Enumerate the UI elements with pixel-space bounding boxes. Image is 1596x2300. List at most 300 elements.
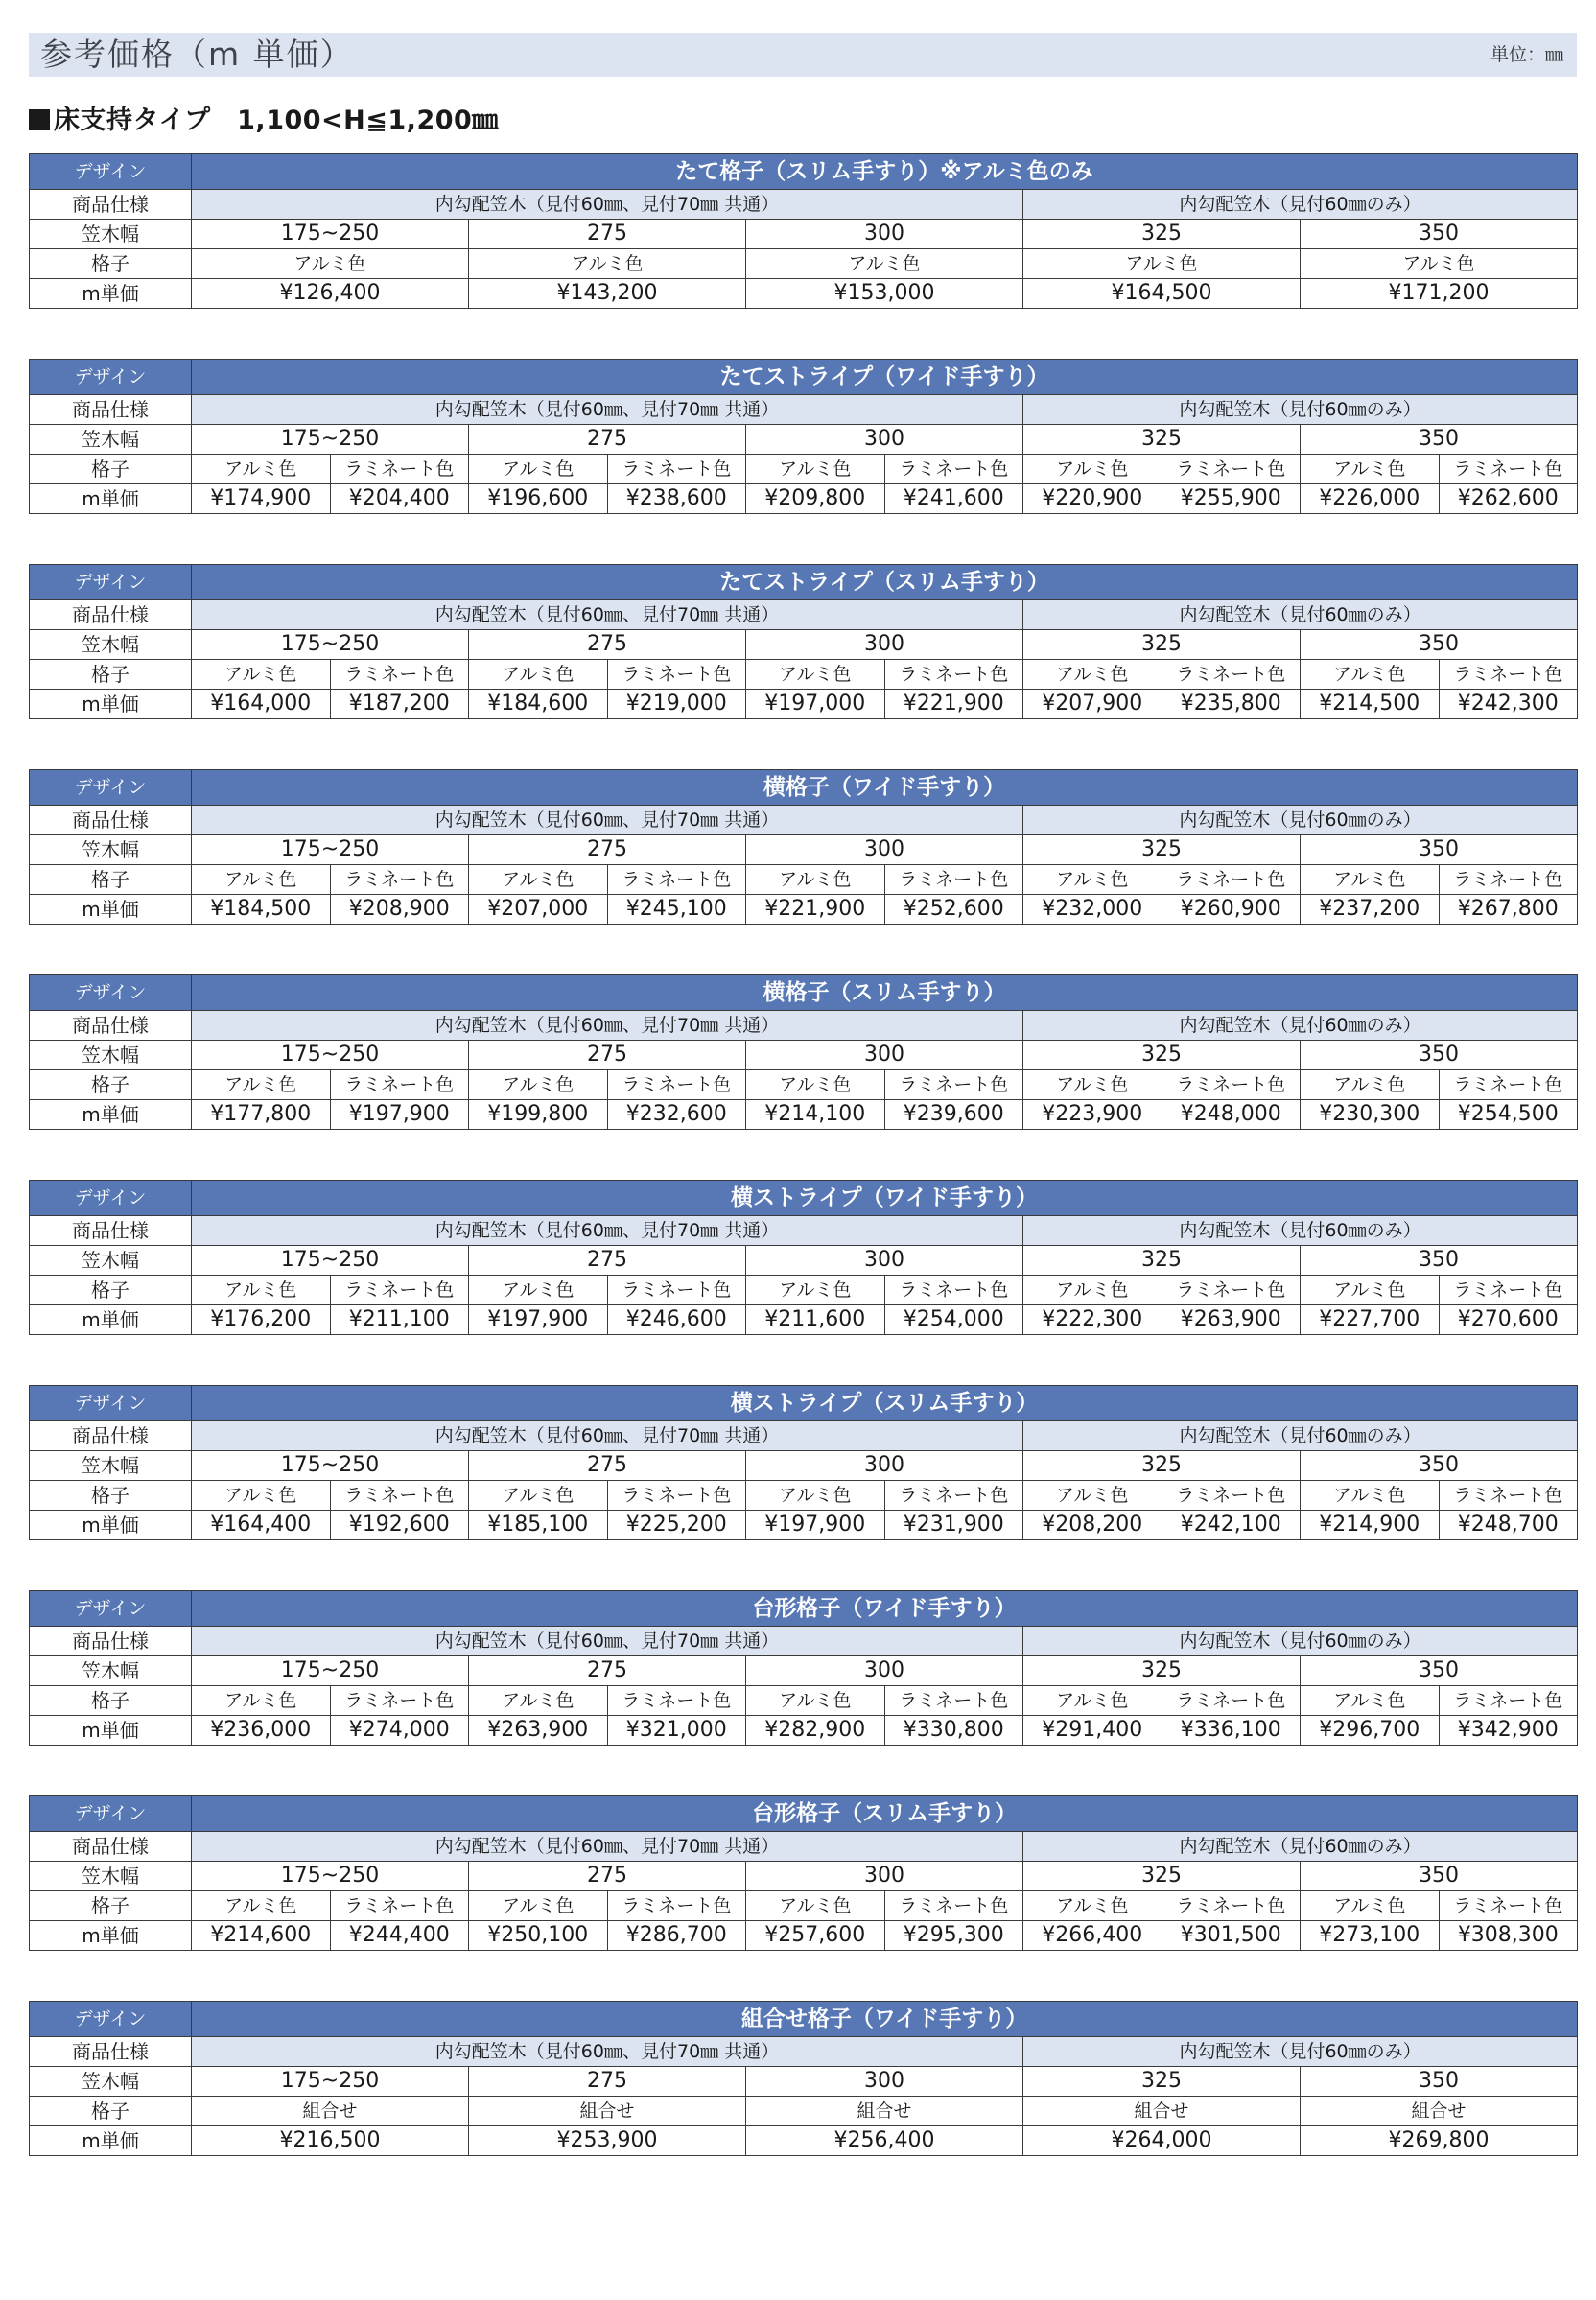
- price-cell: ¥208,200: [1023, 1511, 1162, 1540]
- color-cell: アルミ色: [746, 660, 885, 690]
- color-cell: アルミ色: [1301, 1276, 1440, 1305]
- width-cell: 175~250: [192, 425, 469, 455]
- price-tables: [29, 153, 1577, 2206]
- section-title: [29, 99, 499, 136]
- width-cell: 325: [1023, 835, 1301, 865]
- price-cell: ¥211,600: [746, 1305, 885, 1335]
- price-table: [29, 2001, 1578, 2156]
- price-cell: ¥255,900: [1162, 484, 1301, 514]
- price-label: m単価: [30, 2126, 192, 2156]
- color-cell: ラミネート色: [884, 1070, 1023, 1100]
- color-cell: ラミネート色: [330, 1276, 469, 1305]
- spec-cell: 内勾配笠木（見付60㎜、見付70㎜ 共通）: [192, 1011, 1023, 1041]
- width-cell: 175~250: [192, 1246, 469, 1276]
- price-cell: ¥216,500: [192, 2126, 469, 2156]
- design-label: デザイン: [30, 975, 192, 1011]
- color-cell: ラミネート色: [1162, 660, 1301, 690]
- color-cell: ラミネート色: [607, 1070, 746, 1100]
- price-cell: ¥126,400: [192, 279, 469, 309]
- spec-cell: 内勾配笠木（見付60㎜のみ）: [1023, 1011, 1578, 1041]
- color-cell: アルミ色: [192, 660, 331, 690]
- lattice-label: 格子: [30, 865, 192, 895]
- spec-cell: 内勾配笠木（見付60㎜のみ）: [1023, 190, 1578, 220]
- width-row: [30, 630, 1578, 660]
- spec-label: 商品仕様: [30, 600, 192, 630]
- price-cell: ¥197,000: [746, 690, 885, 719]
- lattice-row: [30, 455, 1578, 484]
- price-label: m単価: [30, 1305, 192, 1335]
- width-cell: 325: [1023, 1451, 1301, 1481]
- lattice-label: 格子: [30, 455, 192, 484]
- price-cell: ¥153,000: [746, 279, 1023, 309]
- width-cell: 275: [469, 220, 746, 249]
- price-cell: ¥237,200: [1301, 895, 1440, 925]
- price-cell: ¥248,700: [1439, 1511, 1578, 1540]
- price-cell: ¥308,300: [1439, 1921, 1578, 1951]
- color-cell: アルミ色: [1023, 455, 1162, 484]
- spec-cell: 内勾配笠木（見付60㎜のみ）: [1023, 395, 1578, 425]
- width-label: 笠木幅: [30, 1451, 192, 1481]
- color-cell: ラミネート色: [330, 1891, 469, 1921]
- width-label: 笠木幅: [30, 1041, 192, 1070]
- color-cell: アルミ色: [192, 1891, 331, 1921]
- color-cell: アルミ色: [469, 1070, 608, 1100]
- width-cell: 275: [469, 1451, 746, 1481]
- spec-cell: 内勾配笠木（見付60㎜のみ）: [1023, 1627, 1578, 1656]
- design-label: デザイン: [30, 2002, 192, 2037]
- color-cell: アルミ色: [1301, 1891, 1440, 1921]
- color-cell: アルミ色: [1301, 249, 1578, 279]
- width-label: 笠木幅: [30, 630, 192, 660]
- width-cell: 300: [746, 2067, 1023, 2097]
- design-row: [30, 360, 1578, 395]
- spec-row: [30, 806, 1578, 835]
- spec-cell: 内勾配笠木（見付60㎜のみ）: [1023, 806, 1578, 835]
- color-cell: ラミネート色: [1162, 1686, 1301, 1716]
- color-cell: アルミ色: [192, 865, 331, 895]
- width-label: 笠木幅: [30, 425, 192, 455]
- price-cell: ¥254,000: [884, 1305, 1023, 1335]
- price-cell: ¥254,500: [1439, 1100, 1578, 1130]
- spec-row: [30, 600, 1578, 630]
- color-cell: ラミネート色: [330, 1481, 469, 1511]
- design-row: [30, 770, 1578, 806]
- price-cell: ¥207,900: [1023, 690, 1162, 719]
- color-cell: アルミ色: [746, 1276, 885, 1305]
- price-cell: ¥197,900: [746, 1511, 885, 1540]
- price-cell: ¥221,900: [746, 895, 885, 925]
- color-cell: アルミ色: [192, 1481, 331, 1511]
- price-cell: ¥164,000: [192, 690, 331, 719]
- price-cell: ¥239,600: [884, 1100, 1023, 1130]
- spec-cell: 内勾配笠木（見付60㎜、見付70㎜ 共通）: [192, 190, 1023, 220]
- spec-cell: 内勾配笠木（見付60㎜、見付70㎜ 共通）: [192, 395, 1023, 425]
- price-cell: ¥219,000: [607, 690, 746, 719]
- lattice-row: [30, 660, 1578, 690]
- width-cell: 300: [746, 630, 1023, 660]
- lattice-row: [30, 1070, 1578, 1100]
- design-name: 台形格子（ワイド手すり）: [192, 1591, 1578, 1627]
- design-name: 横格子（ワイド手すり）: [192, 770, 1578, 806]
- price-cell: ¥274,000: [330, 1716, 469, 1746]
- color-cell: アルミ色: [746, 1891, 885, 1921]
- color-cell: ラミネート色: [607, 1276, 746, 1305]
- color-cell: アルミ色: [192, 455, 331, 484]
- spec-row: [30, 395, 1578, 425]
- price-row: [30, 1716, 1578, 1746]
- width-cell: 300: [746, 220, 1023, 249]
- price-cell: ¥164,400: [192, 1511, 331, 1540]
- price-label: m単価: [30, 1716, 192, 1746]
- price-row: [30, 2126, 1578, 2156]
- price-cell: ¥321,000: [607, 1716, 746, 1746]
- width-cell: 325: [1023, 2067, 1301, 2097]
- design-name: たてストライプ（スリム手すり）: [192, 565, 1578, 600]
- price-table: [29, 153, 1578, 309]
- color-cell: アルミ色: [1023, 249, 1301, 279]
- lattice-label: 格子: [30, 249, 192, 279]
- lattice-row: [30, 1686, 1578, 1716]
- design-row: [30, 1386, 1578, 1421]
- design-name: 横ストライプ（ワイド手すり）: [192, 1181, 1578, 1216]
- lattice-label: 格子: [30, 1686, 192, 1716]
- price-cell: ¥227,700: [1301, 1305, 1440, 1335]
- price-cell: ¥214,500: [1301, 690, 1440, 719]
- design-label: デザイン: [30, 1386, 192, 1421]
- width-cell: 300: [746, 1246, 1023, 1276]
- color-cell: ラミネート色: [330, 660, 469, 690]
- spec-row: [30, 2037, 1578, 2067]
- price-cell: ¥269,800: [1301, 2126, 1578, 2156]
- lattice-row: [30, 1481, 1578, 1511]
- spec-cell: 内勾配笠木（見付60㎜、見付70㎜ 共通）: [192, 1627, 1023, 1656]
- width-cell: 350: [1301, 425, 1578, 455]
- color-cell: アルミ色: [469, 1276, 608, 1305]
- price-cell: ¥226,000: [1301, 484, 1440, 514]
- price-table: [29, 974, 1578, 1130]
- price-cell: ¥177,800: [192, 1100, 331, 1130]
- width-cell: 275: [469, 425, 746, 455]
- spec-label: 商品仕様: [30, 395, 192, 425]
- price-cell: ¥262,600: [1439, 484, 1578, 514]
- width-cell: 350: [1301, 220, 1578, 249]
- width-cell: 350: [1301, 1041, 1578, 1070]
- design-row: [30, 2002, 1578, 2037]
- spec-row: [30, 1421, 1578, 1451]
- width-cell: 175~250: [192, 1862, 469, 1891]
- width-cell: 275: [469, 1656, 746, 1686]
- width-cell: 350: [1301, 1451, 1578, 1481]
- color-cell: アルミ色: [469, 865, 608, 895]
- price-cell: ¥301,500: [1162, 1921, 1301, 1951]
- color-cell: ラミネート色: [330, 1070, 469, 1100]
- design-label: デザイン: [30, 1796, 192, 1832]
- width-label: 笠木幅: [30, 1862, 192, 1891]
- color-cell: アルミ色: [192, 1276, 331, 1305]
- design-row: [30, 154, 1578, 190]
- width-label: 笠木幅: [30, 1246, 192, 1276]
- color-cell: ラミネート色: [330, 1686, 469, 1716]
- color-cell: ラミネート色: [1439, 660, 1578, 690]
- width-cell: 300: [746, 1656, 1023, 1686]
- color-cell: 組合せ: [1301, 2097, 1578, 2126]
- price-row: [30, 1921, 1578, 1951]
- width-cell: 175~250: [192, 220, 469, 249]
- design-label: デザイン: [30, 360, 192, 395]
- width-cell: 350: [1301, 630, 1578, 660]
- color-cell: ラミネート色: [607, 1686, 746, 1716]
- color-cell: アルミ色: [746, 1070, 885, 1100]
- lattice-label: 格子: [30, 2097, 192, 2126]
- price-cell: ¥221,900: [884, 690, 1023, 719]
- width-label: 笠木幅: [30, 1656, 192, 1686]
- price-cell: ¥235,800: [1162, 690, 1301, 719]
- color-cell: アルミ色: [469, 455, 608, 484]
- price-label: m単価: [30, 895, 192, 925]
- width-cell: 175~250: [192, 1451, 469, 1481]
- price-label: m単価: [30, 1511, 192, 1540]
- color-cell: アルミ色: [469, 660, 608, 690]
- price-cell: ¥266,400: [1023, 1921, 1162, 1951]
- price-cell: ¥174,900: [192, 484, 331, 514]
- price-cell: ¥245,100: [607, 895, 746, 925]
- color-cell: アルミ色: [1023, 1070, 1162, 1100]
- width-label: 笠木幅: [30, 220, 192, 249]
- color-cell: ラミネート色: [884, 865, 1023, 895]
- price-cell: ¥196,600: [469, 484, 608, 514]
- price-table: [29, 769, 1578, 925]
- spec-label: 商品仕様: [30, 190, 192, 220]
- price-cell: ¥244,400: [330, 1921, 469, 1951]
- width-row: [30, 1862, 1578, 1891]
- price-cell: ¥208,900: [330, 895, 469, 925]
- color-cell: ラミネート色: [884, 1276, 1023, 1305]
- color-cell: アルミ色: [192, 249, 469, 279]
- price-cell: ¥197,900: [469, 1305, 608, 1335]
- color-cell: アルミ色: [746, 1481, 885, 1511]
- color-cell: ラミネート色: [330, 865, 469, 895]
- price-cell: ¥214,900: [1301, 1511, 1440, 1540]
- width-cell: 350: [1301, 2067, 1578, 2097]
- price-table: [29, 1590, 1578, 1746]
- color-cell: 組合せ: [746, 2097, 1023, 2126]
- color-cell: アルミ色: [1301, 1481, 1440, 1511]
- spec-cell: 内勾配笠木（見付60㎜のみ）: [1023, 2037, 1578, 2067]
- width-row: [30, 2067, 1578, 2097]
- spec-row: [30, 1627, 1578, 1656]
- price-cell: ¥232,000: [1023, 895, 1162, 925]
- spec-label: 商品仕様: [30, 1216, 192, 1246]
- price-cell: ¥256,400: [746, 2126, 1023, 2156]
- price-cell: ¥291,400: [1023, 1716, 1162, 1746]
- width-cell: 275: [469, 1862, 746, 1891]
- color-cell: アルミ色: [1301, 660, 1440, 690]
- lattice-label: 格子: [30, 1070, 192, 1100]
- color-cell: アルミ色: [1301, 1686, 1440, 1716]
- lattice-row: [30, 1276, 1578, 1305]
- width-cell: 350: [1301, 1656, 1578, 1686]
- width-cell: 300: [746, 835, 1023, 865]
- price-cell: ¥185,100: [469, 1511, 608, 1540]
- lattice-label: 格子: [30, 660, 192, 690]
- spec-label: 商品仕様: [30, 806, 192, 835]
- color-cell: 組合せ: [1023, 2097, 1301, 2126]
- price-cell: ¥336,100: [1162, 1716, 1301, 1746]
- design-label: デザイン: [30, 565, 192, 600]
- width-cell: 300: [746, 1862, 1023, 1891]
- color-cell: ラミネート色: [884, 1686, 1023, 1716]
- width-cell: 275: [469, 630, 746, 660]
- color-cell: アルミ色: [1023, 1481, 1162, 1511]
- width-cell: 325: [1023, 1862, 1301, 1891]
- width-row: [30, 220, 1578, 249]
- width-cell: 300: [746, 1041, 1023, 1070]
- spec-row: [30, 1216, 1578, 1246]
- price-label: m単価: [30, 484, 192, 514]
- price-cell: ¥242,100: [1162, 1511, 1301, 1540]
- width-cell: 275: [469, 1041, 746, 1070]
- spec-cell: 内勾配笠木（見付60㎜、見付70㎜ 共通）: [192, 806, 1023, 835]
- price-cell: ¥295,300: [884, 1921, 1023, 1951]
- unit-label: 単位：㎜: [1490, 44, 1563, 65]
- price-cell: ¥187,200: [330, 690, 469, 719]
- spec-label: 商品仕様: [30, 1421, 192, 1451]
- price-cell: ¥296,700: [1301, 1716, 1440, 1746]
- width-cell: 325: [1023, 1041, 1301, 1070]
- lattice-row: [30, 249, 1578, 279]
- design-label: デザイン: [30, 1181, 192, 1216]
- width-row: [30, 1656, 1578, 1686]
- price-label: m単価: [30, 279, 192, 309]
- color-cell: アルミ色: [1301, 455, 1440, 484]
- color-cell: ラミネート色: [1162, 1070, 1301, 1100]
- design-name: たて格子（スリム手すり）※アルミ色のみ: [192, 154, 1578, 190]
- color-cell: アルミ色: [469, 1891, 608, 1921]
- price-table: [29, 1180, 1578, 1335]
- color-cell: ラミネート色: [607, 1481, 746, 1511]
- price-cell: ¥199,800: [469, 1100, 608, 1130]
- price-cell: ¥267,800: [1439, 895, 1578, 925]
- color-cell: ラミネート色: [1439, 455, 1578, 484]
- spec-label: 商品仕様: [30, 1627, 192, 1656]
- color-cell: ラミネート色: [1162, 865, 1301, 895]
- price-cell: ¥211,100: [330, 1305, 469, 1335]
- price-cell: ¥263,900: [1162, 1305, 1301, 1335]
- color-cell: アルミ色: [746, 455, 885, 484]
- spec-cell: 内勾配笠木（見付60㎜のみ）: [1023, 1832, 1578, 1862]
- price-cell: ¥232,600: [607, 1100, 746, 1130]
- price-cell: ¥236,000: [192, 1716, 331, 1746]
- width-label: 笠木幅: [30, 2067, 192, 2097]
- price-cell: ¥214,100: [746, 1100, 885, 1130]
- price-cell: ¥250,100: [469, 1921, 608, 1951]
- color-cell: アルミ色: [469, 1686, 608, 1716]
- spec-row: [30, 1832, 1578, 1862]
- lattice-label: 格子: [30, 1481, 192, 1511]
- color-cell: ラミネート色: [1439, 1481, 1578, 1511]
- price-cell: ¥209,800: [746, 484, 885, 514]
- color-cell: ラミネート色: [1439, 865, 1578, 895]
- price-cell: ¥286,700: [607, 1921, 746, 1951]
- color-cell: ラミネート色: [1162, 1481, 1301, 1511]
- price-cell: ¥242,300: [1439, 690, 1578, 719]
- design-name: 組合せ格子（ワイド手すり）: [192, 2002, 1578, 2037]
- color-cell: ラミネート色: [1162, 1891, 1301, 1921]
- page-title: 参考価格（m 単価）: [40, 35, 354, 73]
- color-cell: ラミネート色: [607, 1891, 746, 1921]
- price-cell: ¥264,000: [1023, 2126, 1301, 2156]
- price-cell: ¥253,900: [469, 2126, 746, 2156]
- width-cell: 275: [469, 835, 746, 865]
- width-cell: 175~250: [192, 2067, 469, 2097]
- color-cell: ラミネート色: [1439, 1686, 1578, 1716]
- price-cell: ¥184,600: [469, 690, 608, 719]
- price-row: [30, 279, 1578, 309]
- price-table: [29, 1795, 1578, 1951]
- price-cell: ¥207,000: [469, 895, 608, 925]
- price-cell: ¥231,900: [884, 1511, 1023, 1540]
- price-cell: ¥330,800: [884, 1716, 1023, 1746]
- spec-label: 商品仕様: [30, 1011, 192, 1041]
- color-cell: ラミネート色: [1162, 1276, 1301, 1305]
- color-cell: アルミ色: [746, 249, 1023, 279]
- price-cell: ¥252,600: [884, 895, 1023, 925]
- color-cell: アルミ色: [746, 865, 885, 895]
- price-cell: ¥220,900: [1023, 484, 1162, 514]
- color-cell: アルミ色: [192, 1070, 331, 1100]
- price-table: [29, 1385, 1578, 1540]
- width-cell: 325: [1023, 1656, 1301, 1686]
- width-row: [30, 425, 1578, 455]
- width-cell: 275: [469, 1246, 746, 1276]
- lattice-row: [30, 2097, 1578, 2126]
- color-cell: アルミ色: [1301, 865, 1440, 895]
- price-table: [29, 564, 1578, 719]
- width-cell: 175~250: [192, 1656, 469, 1686]
- color-cell: 組合せ: [192, 2097, 469, 2126]
- spec-cell: 内勾配笠木（見付60㎜、見付70㎜ 共通）: [192, 1421, 1023, 1451]
- spec-label: 商品仕様: [30, 1832, 192, 1862]
- price-cell: ¥270,600: [1439, 1305, 1578, 1335]
- section-title-text: 床支持タイプ 1,100<H≦1,200㎜: [54, 106, 499, 135]
- price-label: m単価: [30, 690, 192, 719]
- width-cell: 175~250: [192, 835, 469, 865]
- lattice-label: 格子: [30, 1891, 192, 1921]
- price-cell: ¥225,200: [607, 1511, 746, 1540]
- price-row: [30, 484, 1578, 514]
- color-cell: ラミネート色: [607, 455, 746, 484]
- spec-cell: 内勾配笠木（見付60㎜、見付70㎜ 共通）: [192, 2037, 1023, 2067]
- price-cell: ¥171,200: [1301, 279, 1578, 309]
- price-cell: ¥241,600: [884, 484, 1023, 514]
- width-cell: 175~250: [192, 630, 469, 660]
- width-row: [30, 1246, 1578, 1276]
- price-cell: ¥342,900: [1439, 1716, 1578, 1746]
- price-cell: ¥246,600: [607, 1305, 746, 1335]
- square-bullet-icon: [29, 109, 50, 130]
- color-cell: ラミネート色: [1439, 1070, 1578, 1100]
- design-name: 台形格子（スリム手すり）: [192, 1796, 1578, 1832]
- lattice-row: [30, 1891, 1578, 1921]
- width-cell: 275: [469, 2067, 746, 2097]
- design-label: デザイン: [30, 770, 192, 806]
- width-cell: 325: [1023, 220, 1301, 249]
- color-cell: ラミネート色: [330, 455, 469, 484]
- design-row: [30, 1796, 1578, 1832]
- design-name: たてストライプ（ワイド手すり）: [192, 360, 1578, 395]
- color-cell: ラミネート色: [607, 660, 746, 690]
- color-cell: ラミネート色: [1439, 1891, 1578, 1921]
